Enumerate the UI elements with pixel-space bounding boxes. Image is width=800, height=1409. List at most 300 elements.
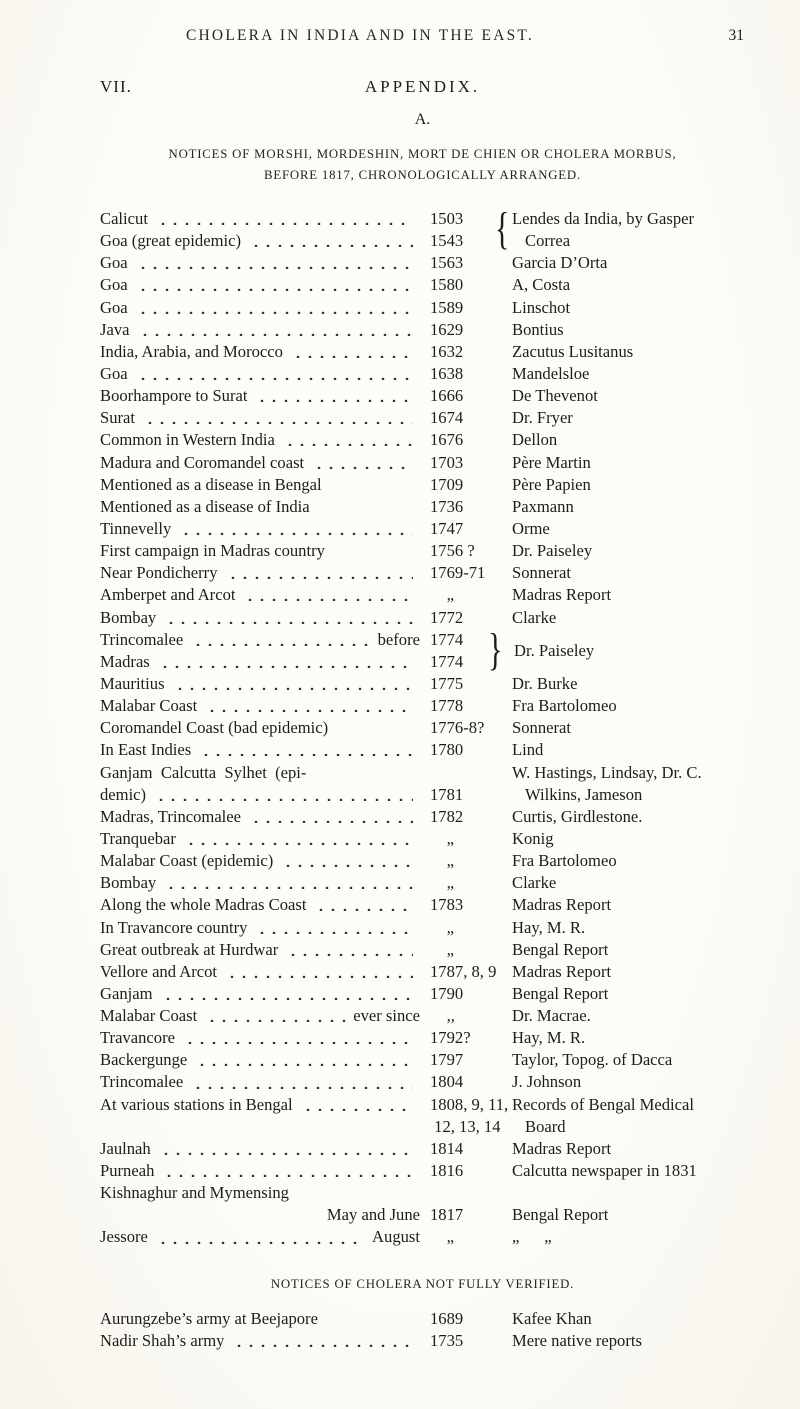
entry-year: 1808, 9, 11, xyxy=(430,1094,509,1114)
entry-place-text: Ganjam xyxy=(100,983,153,1003)
entry-place-text: Malabar Coast (epidemic) xyxy=(100,851,274,871)
entry-year: 1787, 8, 9 xyxy=(430,961,497,981)
entry-authority xyxy=(512,762,745,784)
entry-place xyxy=(100,1049,430,1071)
entry-year: 1783 xyxy=(430,895,464,915)
table-row xyxy=(100,917,745,939)
table-row xyxy=(100,496,745,518)
entry-place-text: Ganjam Calcutta Sylhet (epi- xyxy=(100,762,307,782)
dot-leader xyxy=(317,509,413,513)
entry-authority xyxy=(512,739,745,761)
dot-leader xyxy=(231,1343,413,1347)
entry-authority xyxy=(512,1116,745,1138)
entry-authority-text: Kafee Khan xyxy=(512,1308,592,1328)
table-row xyxy=(100,385,745,407)
entry-place-text: Calicut xyxy=(100,209,148,228)
dot-leader xyxy=(282,442,413,446)
page-number: 31 xyxy=(728,27,744,44)
entry-authority xyxy=(512,1094,745,1116)
entry-year: 1503 xyxy=(430,209,464,228)
dot-leader xyxy=(204,708,413,712)
dot-leader xyxy=(329,487,413,491)
entry-place xyxy=(100,252,430,274)
table-row xyxy=(100,319,745,341)
entry-place-text: Goa xyxy=(100,275,128,295)
entry-authority-text: Fra Bartolomeo xyxy=(512,851,617,871)
entry-place xyxy=(100,562,430,584)
table-row xyxy=(100,1182,745,1204)
entry-authority xyxy=(512,363,745,385)
entry-authority xyxy=(512,784,745,806)
entry-place-text: Bombay xyxy=(100,873,157,893)
entry-authority-text: Bengal Report xyxy=(512,1205,609,1225)
entry-place xyxy=(100,1071,430,1093)
entry-place-text: Common in Western India xyxy=(100,430,275,450)
entry-year: 1790 xyxy=(430,983,464,1003)
dot-leader xyxy=(183,841,413,845)
entry-place xyxy=(100,474,430,496)
table-row xyxy=(100,872,745,894)
entry-authority xyxy=(512,297,745,319)
appendix-letter: A. xyxy=(414,111,431,128)
entry-authority-text: Dellon xyxy=(512,430,558,450)
entry-place-text: Goa (great epidemic) xyxy=(100,231,241,251)
entry-authority-text: Konig xyxy=(512,828,554,848)
entry-place xyxy=(100,961,430,983)
dot-leader xyxy=(135,310,413,314)
entry-year xyxy=(430,1182,512,1204)
entry-year: 1735 xyxy=(430,1330,464,1350)
entry-year: „ xyxy=(430,939,454,959)
entry-year: 1776-8? xyxy=(430,718,485,738)
entry-place-text: Surat xyxy=(100,408,136,428)
entry-place xyxy=(100,1204,430,1226)
entry-authority xyxy=(512,1226,745,1248)
entry-place xyxy=(100,1160,430,1182)
entry-year: 1674 xyxy=(430,408,464,428)
dot-leader xyxy=(172,686,413,690)
table-row xyxy=(100,1049,745,1071)
entry-authority-text: Madras Report xyxy=(512,895,612,915)
dot-leader xyxy=(198,752,413,756)
entry-authority xyxy=(512,496,745,518)
table-row xyxy=(100,230,745,252)
entry-place xyxy=(100,230,430,252)
dot-leader xyxy=(190,642,370,646)
entry-authority xyxy=(512,319,745,341)
entry-authority xyxy=(512,341,745,363)
entry-authority xyxy=(512,673,745,695)
entry-authority-text: Taylor, Topog. of Dacca xyxy=(512,1050,673,1070)
entry-place xyxy=(100,629,430,651)
entry-authority xyxy=(512,1182,745,1204)
table-row xyxy=(100,407,745,429)
dot-leader xyxy=(290,354,413,358)
entry-year: 12, 13, 14 xyxy=(430,1116,501,1136)
entry-authority-text: Wilkins, Jameson xyxy=(525,784,643,804)
entry-trail-text: before xyxy=(377,629,420,649)
entry-place-text: Amberpet and Arcot xyxy=(100,585,236,605)
entry-year: 1778 xyxy=(430,696,464,716)
dot-leader xyxy=(224,974,413,978)
entry-year: 1781 xyxy=(430,784,464,804)
entry-place-text: Mentioned as a disease of India xyxy=(100,496,310,516)
entry-authority-text: Sonnerat xyxy=(512,718,571,738)
entry-place-text: First campaign in Madras country xyxy=(100,541,325,561)
entry-year: „ xyxy=(430,917,454,937)
entry-year: ,, xyxy=(430,1006,455,1026)
entry-authority-text: Paxmann xyxy=(512,496,574,516)
dot-leader xyxy=(313,907,413,911)
entry-authority-text: W. Hastings, Lindsay, Dr. C. xyxy=(512,762,702,782)
dot-leader xyxy=(163,620,413,624)
entry-authority xyxy=(512,1005,745,1027)
dot-leader xyxy=(158,1151,413,1155)
entry-authority-text: Clarke xyxy=(512,873,557,893)
table-row xyxy=(100,717,745,739)
entry-place-text: Goa xyxy=(100,297,128,317)
dot-leader xyxy=(157,664,413,668)
entry-year: 1638 xyxy=(430,363,464,383)
table-row xyxy=(100,894,745,916)
entry-year: 1797 xyxy=(430,1050,464,1070)
table-row xyxy=(100,1138,745,1160)
dot-leader xyxy=(163,885,413,889)
table-row xyxy=(100,474,745,496)
entry-place xyxy=(100,540,430,562)
entry-place-text: Aurungzebe’s army at Beejapore xyxy=(100,1308,318,1328)
entry-authority-text: Madras Report xyxy=(512,585,612,605)
entry-year: 1703 xyxy=(430,452,464,472)
dot-leader xyxy=(135,265,413,269)
entry-place-text: Tinnevelly xyxy=(100,518,172,538)
entry-authority xyxy=(512,961,745,983)
entry-year: „ xyxy=(430,585,454,605)
entry-authority-text: Orme xyxy=(512,518,550,538)
entry-authority-text: Correa xyxy=(525,231,571,251)
dot-leader xyxy=(313,775,413,779)
dot-leader xyxy=(332,553,413,557)
entry-authority-text: De Thevenot xyxy=(512,386,598,406)
dot-leader xyxy=(335,730,413,734)
entry-authority-text: Hay, M. R. xyxy=(512,917,586,937)
dot-leader xyxy=(254,930,413,934)
entry-authority-text: Dr. Paiseley xyxy=(512,541,593,561)
entry-authority xyxy=(512,1308,745,1330)
entry-authority-text: Dr. Paiseley xyxy=(514,640,595,660)
entry-place-text: Trincomalee xyxy=(100,629,184,649)
entry-authority xyxy=(512,452,745,474)
entry-authority xyxy=(512,1027,745,1049)
entry-place xyxy=(100,429,430,451)
table-row xyxy=(100,762,745,784)
entry-authority xyxy=(512,850,745,872)
entry-year: 1666 xyxy=(430,386,464,406)
entry-place xyxy=(100,1182,430,1204)
entry-place xyxy=(100,1027,430,1049)
entry-authority-text: Fra Bartolomeo xyxy=(512,696,617,716)
entry-place-text: Vellore and Arcot xyxy=(100,961,218,981)
entry-authority-text: Père Martin xyxy=(512,452,591,472)
entry-authority xyxy=(512,828,745,850)
entry-authority-text: Linschot xyxy=(512,297,571,317)
entry-year: 1689 xyxy=(430,1308,464,1328)
entry-authority-text: Dr. Burke xyxy=(512,673,578,693)
entry-authority-text: Madras Report xyxy=(512,961,612,981)
entry-place-text: Jaulnah xyxy=(100,1138,151,1158)
entry-authority xyxy=(512,518,745,540)
table-row xyxy=(100,739,745,761)
entry-place-text: Bombay xyxy=(100,607,157,627)
entry-authority xyxy=(512,385,745,407)
dot-leader xyxy=(155,221,413,225)
entry-authority-text: Garcia D’Orta xyxy=(512,253,608,273)
table-row xyxy=(100,1204,745,1226)
entry-place-text: Purneah xyxy=(100,1161,155,1181)
entry-place xyxy=(100,1226,430,1248)
dot-leader xyxy=(280,863,413,867)
entry-authority xyxy=(512,1138,745,1160)
entry-authority xyxy=(512,429,745,451)
entry-place-text: Jessore xyxy=(100,1227,148,1247)
table-row xyxy=(100,1005,745,1027)
entry-authority-text: Mandelsloe xyxy=(512,363,590,383)
table-row xyxy=(100,1094,745,1116)
entry-place-text: Great outbreak at Hurdwar xyxy=(100,939,279,959)
entry-year: 1629 xyxy=(430,319,464,339)
table-row xyxy=(100,961,745,983)
table-row xyxy=(100,806,745,828)
entry-place-text: Goa xyxy=(100,253,128,273)
entry-place-text: Java xyxy=(100,319,130,339)
entry-place xyxy=(100,983,430,1005)
entry-authority-text: Mere native reports xyxy=(512,1330,642,1350)
entry-place xyxy=(100,452,430,474)
dot-leader xyxy=(325,1321,413,1325)
table-row xyxy=(100,584,745,606)
entry-place xyxy=(100,850,430,872)
entry-year: „ xyxy=(430,828,454,848)
entry-year: 1817 xyxy=(430,1205,464,1225)
entry-place-text: Goa xyxy=(100,363,128,383)
entry-authority xyxy=(512,1204,745,1226)
table-row xyxy=(100,828,745,850)
entry-place-text: Malabar Coast xyxy=(100,696,198,716)
entry-year: „ xyxy=(430,1227,454,1247)
entry-place xyxy=(100,297,430,319)
entry-authority xyxy=(512,274,745,296)
entry-authority-text: Bengal Report xyxy=(512,939,609,959)
entry-authority-text: Père Papien xyxy=(512,474,591,494)
dot-leader xyxy=(296,1195,413,1199)
entry-place xyxy=(100,739,430,761)
dot-leader xyxy=(254,398,413,402)
table-row xyxy=(100,695,745,717)
entry-year: „ xyxy=(430,873,454,893)
entry-authority xyxy=(512,1330,745,1352)
table-row xyxy=(100,429,745,451)
dot-leader xyxy=(190,1085,413,1089)
entry-authority xyxy=(512,917,745,939)
table-row xyxy=(100,850,745,872)
entry-year: 1774 xyxy=(430,651,464,671)
dot-leader xyxy=(142,420,413,424)
entry-year: 1769-71 xyxy=(430,563,486,583)
entry-place xyxy=(100,1308,430,1330)
entry-place xyxy=(100,1005,430,1027)
entry-authority xyxy=(512,939,745,961)
entry-place xyxy=(100,784,430,806)
entry-trail-text: August xyxy=(372,1227,420,1247)
entry-authority-text: Dr. Macrae. xyxy=(512,1006,591,1026)
dot-leader xyxy=(107,1217,320,1221)
dot-leader xyxy=(107,1129,413,1133)
entry-authority xyxy=(512,1160,745,1182)
entry-place-text: In East Indies xyxy=(100,740,192,760)
entry-authority-text: Board xyxy=(525,1116,566,1136)
entry-place xyxy=(100,607,430,629)
dot-leader xyxy=(248,819,413,823)
dot-leader xyxy=(204,1018,346,1022)
entry-place xyxy=(100,872,430,894)
dot-leader xyxy=(155,1240,365,1244)
table-row xyxy=(100,939,745,961)
entry-authority xyxy=(512,230,745,252)
dot-leader xyxy=(161,1173,413,1177)
entry-year: 1775 xyxy=(430,673,464,693)
entry-place xyxy=(100,917,430,939)
entry-place-text: Coromandel Coast (bad epidemic) xyxy=(100,718,329,738)
table-row xyxy=(100,252,745,274)
entry-year: 1816 xyxy=(430,1161,464,1181)
entry-year: 1543 xyxy=(430,231,464,251)
entry-authority xyxy=(512,562,745,584)
dot-leader xyxy=(300,1107,413,1111)
entry-year: 1814 xyxy=(430,1138,464,1158)
entry-place-text: Tranquebar xyxy=(100,828,176,848)
table-row xyxy=(100,274,745,296)
entry-place xyxy=(100,341,430,363)
entry-place-text: In Travancore country xyxy=(100,917,248,937)
entry-authority-text: Calcutta newspaper in 1831 xyxy=(512,1161,697,1181)
entry-place xyxy=(100,363,430,385)
entry-authority xyxy=(512,894,745,916)
entry-place xyxy=(100,1330,430,1352)
entry-authority xyxy=(512,983,745,1005)
table-row xyxy=(100,562,745,584)
entry-place xyxy=(100,518,430,540)
entry-place xyxy=(100,1116,430,1138)
dot-leader xyxy=(153,797,413,801)
table-row xyxy=(100,1071,745,1093)
entry-year: 1756 ? xyxy=(430,541,475,561)
dot-leader xyxy=(225,575,414,579)
appendix-section-number: VII. xyxy=(100,77,132,96)
entry-year: 1747 xyxy=(430,518,464,538)
dot-leader xyxy=(242,597,413,601)
entry-place xyxy=(100,496,430,518)
entry-place-text: Madras xyxy=(100,651,150,671)
entry-place xyxy=(100,651,430,673)
entry-year: 1772 xyxy=(430,607,464,627)
entry-place xyxy=(100,319,430,341)
entry-place xyxy=(100,695,430,717)
entry-authority xyxy=(512,695,745,717)
entry-place xyxy=(100,407,430,429)
entry-year: 1580 xyxy=(430,275,464,295)
appendix-heading-row xyxy=(0,77,800,97)
table-row xyxy=(100,651,745,673)
entry-authority-text: Madras Report xyxy=(512,1138,612,1158)
entry-place-text: At various stations in Bengal xyxy=(100,1094,293,1114)
entry-authority xyxy=(512,474,745,496)
table-row xyxy=(100,1226,745,1248)
table-row xyxy=(100,1027,745,1049)
entry-authority xyxy=(512,584,745,606)
entry-authority-text: J. Johnson xyxy=(512,1072,582,1092)
notice-heading xyxy=(0,144,800,186)
entry-year: „ xyxy=(430,851,454,871)
entry-place xyxy=(100,673,430,695)
entry-authority xyxy=(512,872,745,894)
dot-leader xyxy=(135,287,413,291)
dot-leader xyxy=(285,952,413,956)
entry-year: 1792? xyxy=(430,1028,471,1048)
table-row xyxy=(100,1160,745,1182)
dot-leader xyxy=(178,531,413,535)
table-row xyxy=(100,1330,745,1352)
entry-authority xyxy=(512,806,745,828)
entry-authority-text: Zacutus Lusitanus xyxy=(512,341,634,361)
entry-authority xyxy=(512,1049,745,1071)
entry-year: 1782 xyxy=(430,806,464,826)
entry-place-text: Mauritius xyxy=(100,673,165,693)
entry-trail-text: May and June xyxy=(326,1205,420,1225)
entry-authority-text: Lind xyxy=(512,740,544,760)
entry-place xyxy=(100,828,430,850)
entry-place-text: demic) xyxy=(100,784,147,804)
table-row xyxy=(100,363,745,385)
entry-place-text: Malabar Coast xyxy=(100,1006,198,1026)
entry-authority-text: Bontius xyxy=(512,319,564,339)
table-row xyxy=(100,607,745,629)
entry-year: 1676 xyxy=(430,430,464,450)
entry-authority xyxy=(488,625,745,675)
entry-authority-text: „ „ xyxy=(512,1227,552,1247)
dot-leader xyxy=(311,465,413,469)
entry-authority xyxy=(512,717,745,739)
entry-place-text: Nadir Shah’s army xyxy=(100,1330,225,1350)
entry-place-text: Along the whole Madras Coast xyxy=(100,895,307,915)
entry-year: 1736 xyxy=(430,496,464,516)
table-row xyxy=(100,452,745,474)
entry-place-text: Trincomalee xyxy=(100,1072,184,1092)
entry-place xyxy=(100,939,430,961)
entry-authority-text: Hay, M. R. xyxy=(512,1028,586,1048)
entry-place-text: India, Arabia, and Morocco xyxy=(100,341,283,361)
entry-place xyxy=(100,1094,430,1116)
entry-year: 1709 xyxy=(430,474,464,494)
table-row xyxy=(100,1308,745,1330)
entry-year: 1563 xyxy=(430,253,464,273)
chronological-table xyxy=(0,204,800,1249)
verified-section-heading: NOTICES OF CHOLERA NOT FULLY VERIFIED. xyxy=(270,1276,575,1291)
dot-leader xyxy=(248,243,413,247)
entry-place xyxy=(100,717,430,739)
table-row xyxy=(100,983,745,1005)
table-row xyxy=(100,341,745,363)
entry-place-text: Boorhampore to Surat xyxy=(100,386,248,406)
